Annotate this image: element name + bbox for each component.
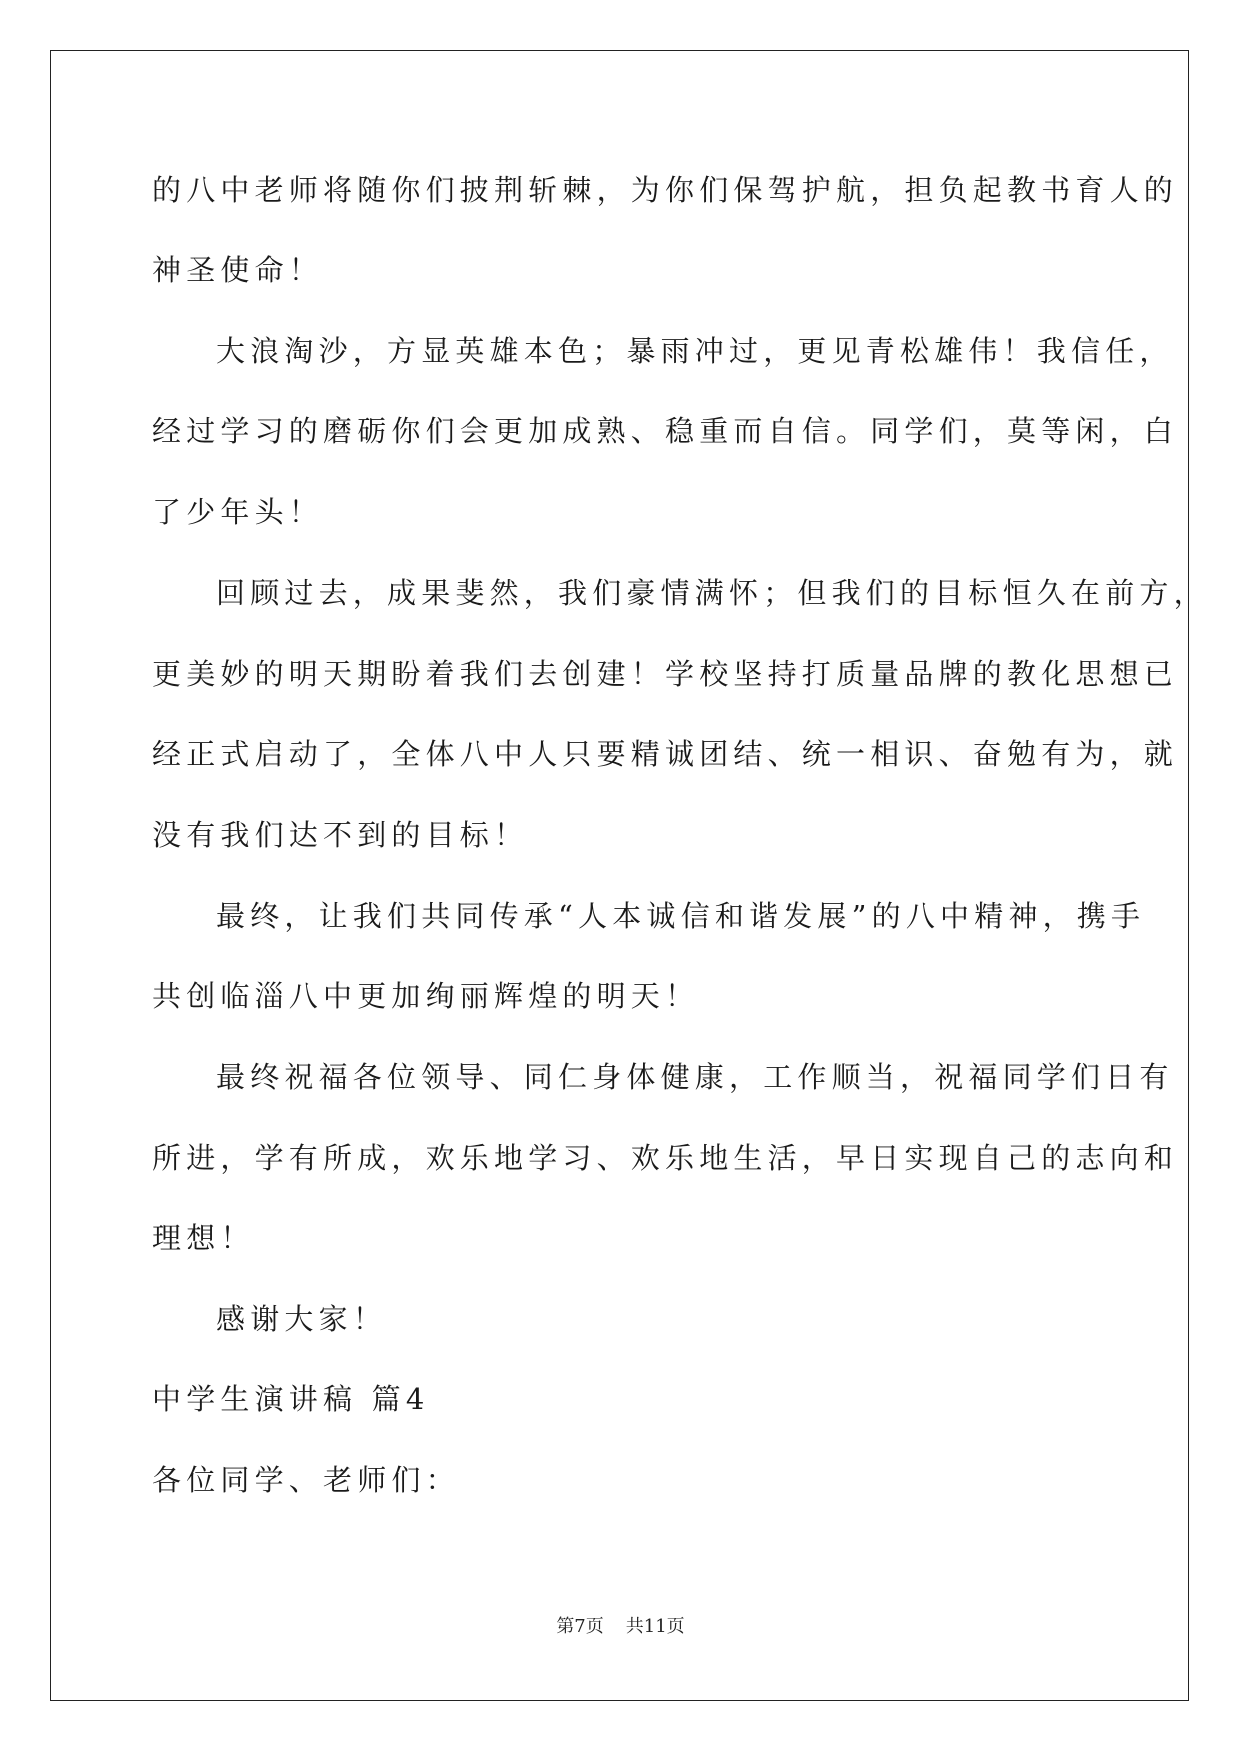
page-border — [50, 50, 1189, 1701]
paragraph-first-line: 感谢大家！ — [216, 1302, 388, 1336]
section-heading: 中学生演讲稿 篇4 — [152, 1382, 430, 1416]
text-line: 所进，学有所成，欢乐地学习、欢乐地生活，早日实现自己的志向和 — [152, 1141, 1179, 1175]
text-line: 经过学习的磨砺你们会更加成熟、稳重而自信。同学们，莫等闲，白 — [152, 414, 1179, 448]
salutation: 各位同学、老师们： — [152, 1463, 460, 1497]
paragraph-first-line: 回顾过去，成果斐然，我们豪情满怀；但我们的目标恒久在前方， — [216, 576, 1208, 610]
text-line: 理想！ — [152, 1221, 255, 1255]
text-line: 更美妙的明天期盼着我们去创建！学校坚持打质量品牌的教化思想已 — [152, 657, 1179, 691]
text-line: 的八中老师将随你们披荆斩棘，为你们保驾护航，担负起教书育人的 — [152, 173, 1179, 207]
page-number: 第7页 — [556, 1616, 604, 1637]
page-total: 共11页 — [625, 1616, 685, 1637]
text-line: 了少年头！ — [152, 495, 324, 529]
page-footer — [0, 1616, 1241, 1638]
text-line: 经正式启动了，全体八中人只要精诚团结、统一相识、奋勉有为，就 — [152, 737, 1179, 771]
paragraph-first-line: 最终，让我们共同传承“人本诚信和谐发展”的八中精神，携手 — [216, 899, 1146, 933]
text-line: 神圣使命！ — [152, 253, 324, 287]
paragraph-first-line: 大浪淘沙，方显英雄本色；暴雨冲过，更见青松雄伟！我信任， — [216, 334, 1174, 368]
text-line: 没有我们达不到的目标！ — [152, 818, 529, 852]
paragraph-first-line: 最终祝福各位领导、同仁身体健康，工作顺当，祝福同学们日有 — [216, 1060, 1174, 1094]
text-line: 共创临淄八中更加绚丽辉煌的明天！ — [152, 979, 700, 1013]
